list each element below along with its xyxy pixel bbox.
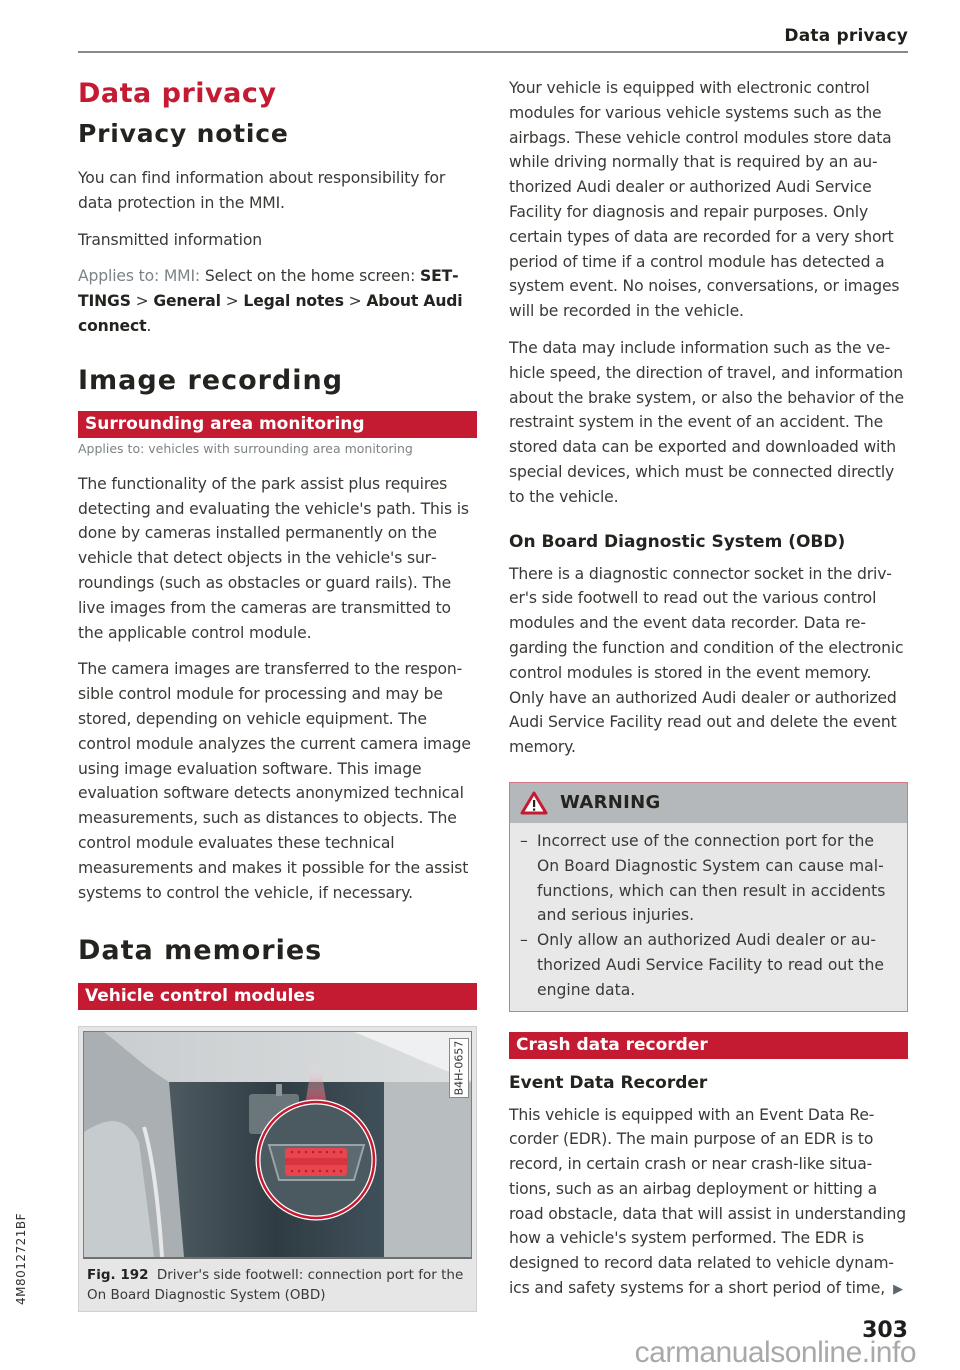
applies-to-note: Applies to: vehicles with surrounding area monitoring bbox=[78, 440, 413, 456]
header-divider bbox=[78, 51, 908, 53]
footwell-illustration-icon bbox=[84, 1032, 472, 1257]
applies-to-label: Applies to: MMI: bbox=[78, 267, 201, 286]
chapter-title: Data privacy bbox=[78, 78, 277, 109]
figure-caption-text: Driver's side footwell: connection port for the On Board Diagnostic System (OBD) bbox=[87, 1267, 464, 1304]
figure-code-label: B4H-0657 bbox=[449, 1038, 469, 1098]
warning-item: – Only allow an authorized Audi dealer or authorized Audi Service Facility to read out the engine data. bbox=[520, 928, 897, 1002]
obd-paragraph: There is a diagnostic connector socket in the driver's side footwell to read out the various control modules and the event data recorder. Data regarding the function and condition of the electronic control modules is stored in the event memory. Only have an authorized Audi dealer or authorized Audi Service Facility read out and delete the event memory. bbox=[509, 564, 904, 757]
mmi-path-instruction: Applies to: MMI: Select on the home screen: SETTINGS > General > Legal notes > About Audi connect. bbox=[78, 267, 463, 335]
menu-path-general: General bbox=[153, 292, 221, 311]
warning-triangle-icon bbox=[520, 791, 548, 815]
section-heading-privacy-notice: Privacy notice bbox=[78, 119, 289, 148]
document-code: 4M8012721BF bbox=[14, 1212, 28, 1305]
running-header-title: Data privacy bbox=[784, 26, 908, 46]
warning-list bbox=[510, 823, 907, 1011]
figure-caption bbox=[79, 1259, 476, 1311]
page-number: 303 bbox=[862, 1318, 908, 1343]
section-heading-data-memories: Data memories bbox=[78, 935, 323, 967]
warning-label: WARNING bbox=[560, 792, 661, 814]
section-heading-event-data-recorder: Event Data Recorder bbox=[509, 1072, 708, 1093]
right-column bbox=[509, 76, 908, 1303]
continue-arrow-icon: ▶ bbox=[893, 1282, 903, 1298]
banner-crash-data-recorder: Crash data recorder bbox=[509, 1032, 908, 1059]
figure-number: Fig. 192 bbox=[87, 1267, 149, 1284]
banner-surrounding-area-monitoring: Surrounding area monitoring bbox=[78, 411, 477, 438]
image-recording-paragraph-1: The functionality of the park assist plus requires detecting and evaluating the vehicle's path. This is done by cameras installed permanently on the vehicle that detect objects in the vehicle's surroundings (such as obstacles or guard rails). The live images from the cameras are transmitted to the applicable control module. bbox=[78, 474, 469, 642]
control-modules-paragraph-1: Your vehicle is equipped with electronic control modules for various vehicle systems such as the airbags. These vehicle control modules store data while driving normally that is required by an authorized Audi dealer or authorized Audi Service Facility for diagnosis and repair purposes. Only certain types of data are recorded for a very short period of time if a control module has detected a system event. No noises, conversations, or images will be recorded in the vehicle. bbox=[509, 79, 900, 321]
warning-header bbox=[510, 783, 907, 823]
image-recording-paragraph-2: The camera images are transferred to the responsible control module for processing and may be stored, depending on vehicle equipment. The control module analyzes the current camera image using image evaluation software. This image evaluation software detects anonymized technical measurements, such as distances to objects. The control module evaluates these technical measurements and makes it possible for the assist systems to control the vehicle, if necessary. bbox=[78, 660, 471, 902]
section-heading-obd: On Board Diagnostic System (OBD) bbox=[509, 531, 846, 552]
menu-path-about-audi-connect: About Audi connect bbox=[78, 292, 463, 335]
figure-obd-port bbox=[78, 1026, 477, 1312]
edr-paragraph: This vehicle is equipped with an Event Data Recorder (EDR). The main purpose of an EDR is to record, in certain crash or near crash-like situations, such as an airbag deployment or hitting a road obstacle, data that will assist in understanding how a vehicle's system performed. The EDR is designed to record data related to vehicle dynamics and safety systems for a short period of time, ▶ bbox=[509, 1105, 906, 1298]
section-heading-image-recording: Image recording bbox=[78, 364, 344, 396]
control-modules-paragraph-2: The data may include information such as the vehicle speed, the direction of travel, and information about the brake system, or also the behavior of the restraint system in the event of an accident. The stored data can be exported and downloaded with special devices, which must be connected directly to the vehicle. bbox=[509, 338, 904, 506]
warning-box bbox=[509, 782, 908, 1012]
menu-path-legal-notes: Legal notes bbox=[243, 292, 344, 311]
banner-vehicle-control-modules: Vehicle control modules bbox=[78, 983, 477, 1010]
menu-path-settings: SETTINGS bbox=[78, 267, 459, 311]
figure-illustration bbox=[83, 1031, 472, 1259]
transmitted-information-text: Transmitted information bbox=[78, 230, 262, 249]
privacy-paragraph: You can find information about responsibility for data protection in the MMI. bbox=[78, 169, 446, 212]
warning-item: – Incorrect use of the connection port for the On Board Diagnostic System can cause malfunctions, which can then result in accidents and serious injuries. bbox=[520, 829, 897, 928]
left-column bbox=[78, 60, 477, 1312]
watermark-text: carmanualsonline.info bbox=[634, 1336, 916, 1369]
